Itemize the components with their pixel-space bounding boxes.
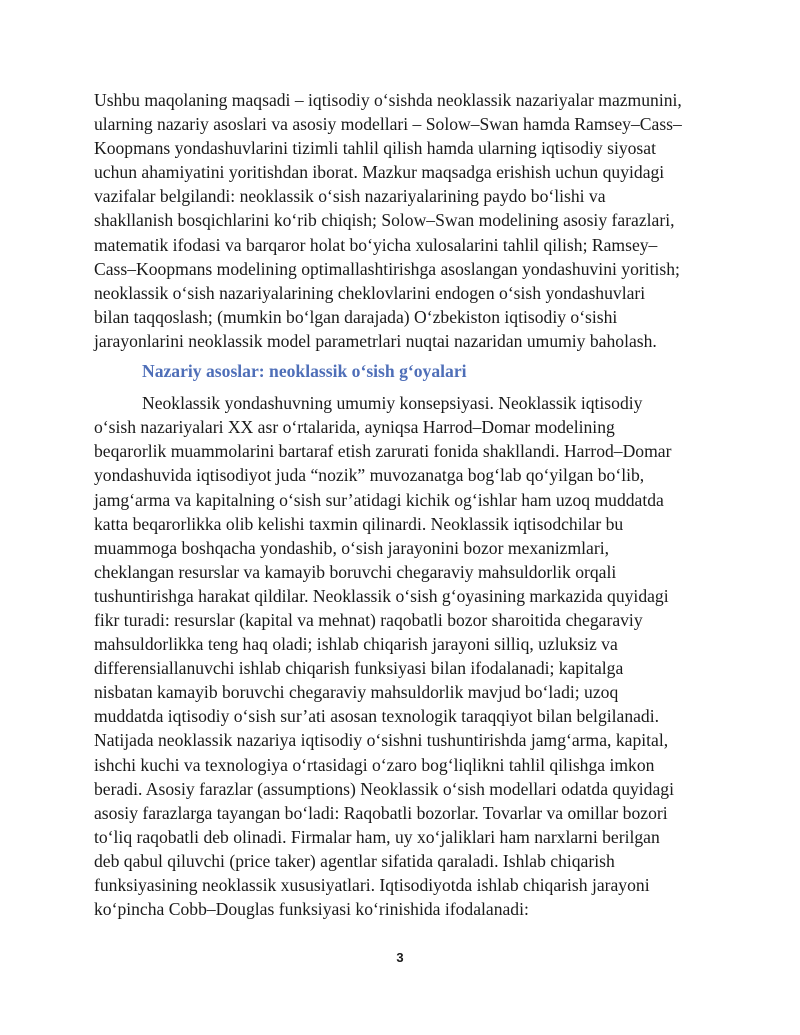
text-line: vazifalar belgilandi: neoklassik o‘sish nazariyalarining paydo bo‘lishi va	[94, 186, 606, 207]
page-number: 3	[396, 950, 404, 965]
text-line: tushuntirishga harakat qildilar. Neoklassik o‘sish g‘oyasining markazida quyidagi	[94, 585, 669, 606]
text-line: beqarorlik muammolarini bartaraf etish zarurati fonida shakllandi. Harrod–Domar	[94, 441, 672, 462]
text-line: nisbatan kamayib boruvchi chegaraviy mahsuldorlik mavjud bo‘ladi; uzoq	[94, 682, 619, 703]
text-line: ko‘pincha Cobb–Douglas funksiyasi ko‘rinishida ifodalanadi:	[94, 899, 529, 920]
text-line: o‘sish nazariyalari XX asr o‘rtalarida, ayniqsa Harrod–Domar modelining	[94, 417, 615, 438]
text-line: jamg‘arma va kapitalning o‘sish sur’atidagi kichik og‘ishlar ham uzoq muddatda	[94, 489, 664, 510]
text-line: funksiyasining neoklassik xususiyatlari. Iqtisodiyotda ishlab chiqarish jarayoni	[94, 875, 650, 895]
page-content	[94, 88, 706, 921]
text-line: Natijada neoklassik nazariya iqtisodiy o‘sishni tushuntirishda jamg‘arma, kapital,	[94, 730, 669, 751]
text-line: differensiallanuvchi ishlab chiqarish funksiyasi bilan ifodalanadi; kapitalga	[94, 658, 624, 679]
body-paragraph	[94, 391, 706, 921]
text-line: yondashuvida iqtisodiyot juda “nozik” muvozanatga bog‘lab qo‘yilgan bo‘lib,	[94, 465, 645, 486]
text-line: muammoga boshqacha yondashib, o‘sish jarayonini bozor mexanizmlari,	[94, 537, 609, 558]
text-line: ularning nazariy asoslari va asosiy modellari – Solow–Swan hamda Ramsey–Cass–	[94, 114, 682, 135]
text-line: deb qabul qiluvchi (price taker) agentlar sifatida qaraladi. Ishlab chiqarish	[94, 850, 615, 871]
text-line: to‘liq raqobatli deb olinadi. Firmalar ham, uy xo‘jaliklari ham narxlarni berilgan	[94, 826, 660, 847]
text-line: asosiy farazlarga tayangan bo‘ladi: Raqobatli bozorlar. Tovarlar va omillar bozori	[94, 802, 668, 823]
text-line: cheklangan resurslar va kamayib boruvchi chegaraviy mahsuldorlik orqali	[94, 561, 617, 582]
text-line: uchun ahamiyatini yoritishdan iborat. Mazkur maqsadga erishish uchun quyidagi	[94, 162, 665, 183]
text-line: ishchi kuchi va texnologiya o‘rtasidagi o‘zaro bog‘liqlikni tahlil qilishga imkon	[94, 754, 655, 775]
text-line: fikr turadi: resurslar (kapital va mehnat) raqobatli bozor sharoitida chegaraviy	[94, 609, 643, 630]
text-line: mahsuldorlikka teng haq oladi; ishlab chiqarish jarayoni silliq, uzluksiz va	[94, 634, 618, 655]
text-line: Neoklassik yondashuvning umumiy konsepsiyasi. Neoklassik iqtisodiy	[142, 393, 643, 414]
text-line: Koopmans yondashuvlarini tizimli tahlil qilish hamda ularning iqtisodiy siyosat	[94, 138, 656, 159]
text-line: bilan taqqoslash; (mumkin bo‘lgan darajada) O‘zbekiston iqtisodiy o‘sishi	[94, 306, 618, 327]
text-line: katta beqarorlikka olib kelishi taxmin qilinardi. Neoklassik iqtisodchilar bu	[94, 513, 624, 534]
text-line: muddatda iqtisodiy o‘sish sur’ati asosan texnologik taraqqiyot bilan belgilanadi.	[94, 706, 660, 727]
text-line: matematik ifodasi va barqaror holat bo‘yicha xulosalarini tahlil qilish; Ramsey–	[94, 234, 658, 255]
text-line: Cass–Koopmans modelining optimallashtirishga asoslangan yondashuvini yoritish;	[94, 258, 680, 279]
text-line: beradi. Asosiy farazlar (assumptions) Neoklassik o‘sish modellari odatda quyidagi	[94, 778, 674, 799]
intro-paragraph	[94, 88, 706, 353]
text-line: neoklassik o‘sish nazariyalarining cheklovlarini endogen o‘sish yondashuvlari	[94, 282, 646, 303]
text-line: Ushbu maqolaning maqsadi – iqtisodiy o‘sishda neoklassik nazariyalar mazmunini,	[94, 90, 682, 110]
text-line: shakllanish bosqichlarini ko‘rib chiqish; Solow–Swan modelining asosiy farazlari,	[94, 210, 675, 231]
section-heading: Nazariy asoslar: neoklassik o‘sish g‘oyalari	[142, 361, 467, 382]
text-line: jarayonlarini neoklassik model parametrlari nuqtai nazaridan umumiy baholash.	[94, 330, 657, 351]
